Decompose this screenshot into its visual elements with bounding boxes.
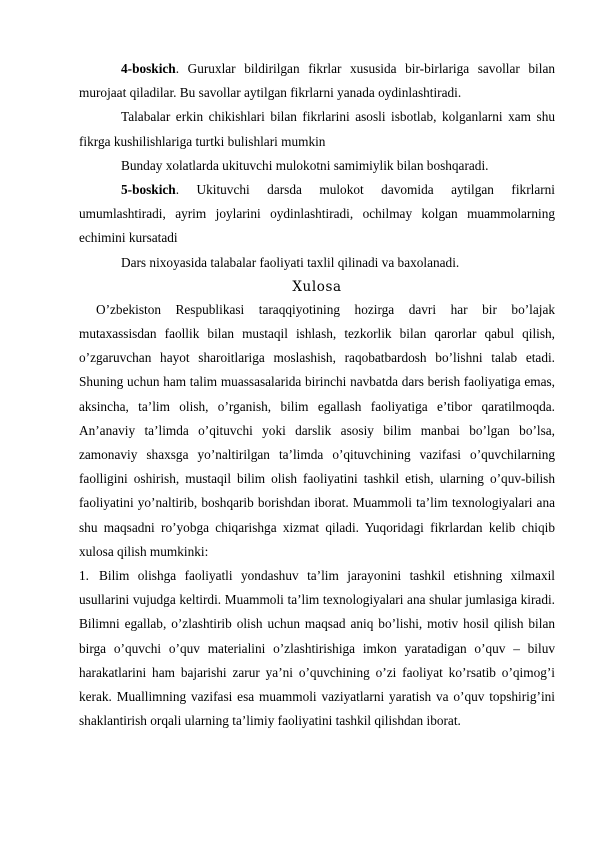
step5-text: . Ukituvchi darsda mulokot davomida aytilgan fikrlarni umumlashtiradi, ayrim joylarini oydinlashtiradi, ochilmay kolgan muammolarning echimini kursatadi	[79, 182, 555, 246]
list-item	[79, 564, 555, 733]
step5-paragraph	[79, 178, 555, 251]
list-item-number: 1.	[79, 568, 89, 584]
step4-text: . Guruxlar bildirilgan fikrlar xususida bir-birlariga savollar bilan murojaat qiladilar. Bu savollar aytilgan fikrlarni yanada oydinlashtiradi.	[79, 61, 555, 101]
list-item-text: Bilim olishga faoliyatli yondashuv ta’lim jarayonini tashkil etishning xilmaxil usullarini vujudga keltirdi. Muammoli ta’lim texnologiyalari ana shular jumlasiga kiradi. Bilimni egallab, o’zlashtirib olish uchun maqsad aniq bo’lishi, motiv hosil qilish bilan birga o’quvchi o’quv materialini o’zlashtirishiga imkon yaratadigan o’quv – biluv harakatlarini ham bajarishi zarur ya’ni o’quvchining o’zi faoliyat ko’rsatib o’qimog’i kerak. Muallimning vazifasi esa muammoli vaziyatlarni yaratish va o’quv topshirig’ini shaklantirish orqali ularning ta’limiy faoliyatini tashkil qilishdan iborat.	[79, 568, 555, 729]
step4-paragraph	[79, 57, 555, 105]
bunday-paragraph: Bunday xolatlarda ukituvchi mulokotni samimiylik bilan boshqaradi.	[121, 157, 489, 173]
dars-paragraph: Dars nixoyasida talabalar faoliyati taxlil qilinadi va baxolanadi.	[121, 254, 460, 270]
document-page	[79, 57, 555, 733]
step4-label: 4-boskich	[121, 61, 176, 76]
main-paragraph: O’zbekiston Respublikasi taraqqiyotining hozirga davri har bir bo’lajak mutaxassisdan faollik bilan mustaqil ishlash, tezkorlik bilan qarorlar qabul qilish, o’zgaruvchan hayot sharoitlariga moslashish, raqobatbardosh bo’lishni talab etadi. Shuning uchun ham talim muassasalarida birinchi navbatda dars berish faoliyatiga emas, aksincha, ta’lim olish, o’rganish, bilim egallash faoliyatiga e’tibor qaratilmoqda. An’anaviy ta’limda o’qituvchi yoki darslik asosiy bilim manbai bo’lgan bo’lsa, zamonaviy shaxsga yo’naltirilgan ta’limda o’qituvchining vazifasi o’quvchilarning faolligini oshirish, mustaqil bilim olish faoliyatini tashkil etish, ularning o’quv-bilish faoliyatini yo’naltirib, boshqarib borishdan iborat. Muammoli ta’lim texnologiyalari ana shu maqsadni ro’yobga chiqarishga xizmat qiladi. Yuqoridagi fikrlardan kelib chiqib xulosa qilish mumkinki:	[79, 301, 555, 559]
talabalar-paragraph: Talabalar erkin chikishlari bilan fikrlarini asosli isbotlab, kolganlarni xam shu fikrga kushilishlariga turtki bulishlari mumkin	[79, 109, 555, 149]
section-heading: Xulosa	[292, 278, 342, 295]
step5-label: 5-boskich	[121, 182, 176, 198]
